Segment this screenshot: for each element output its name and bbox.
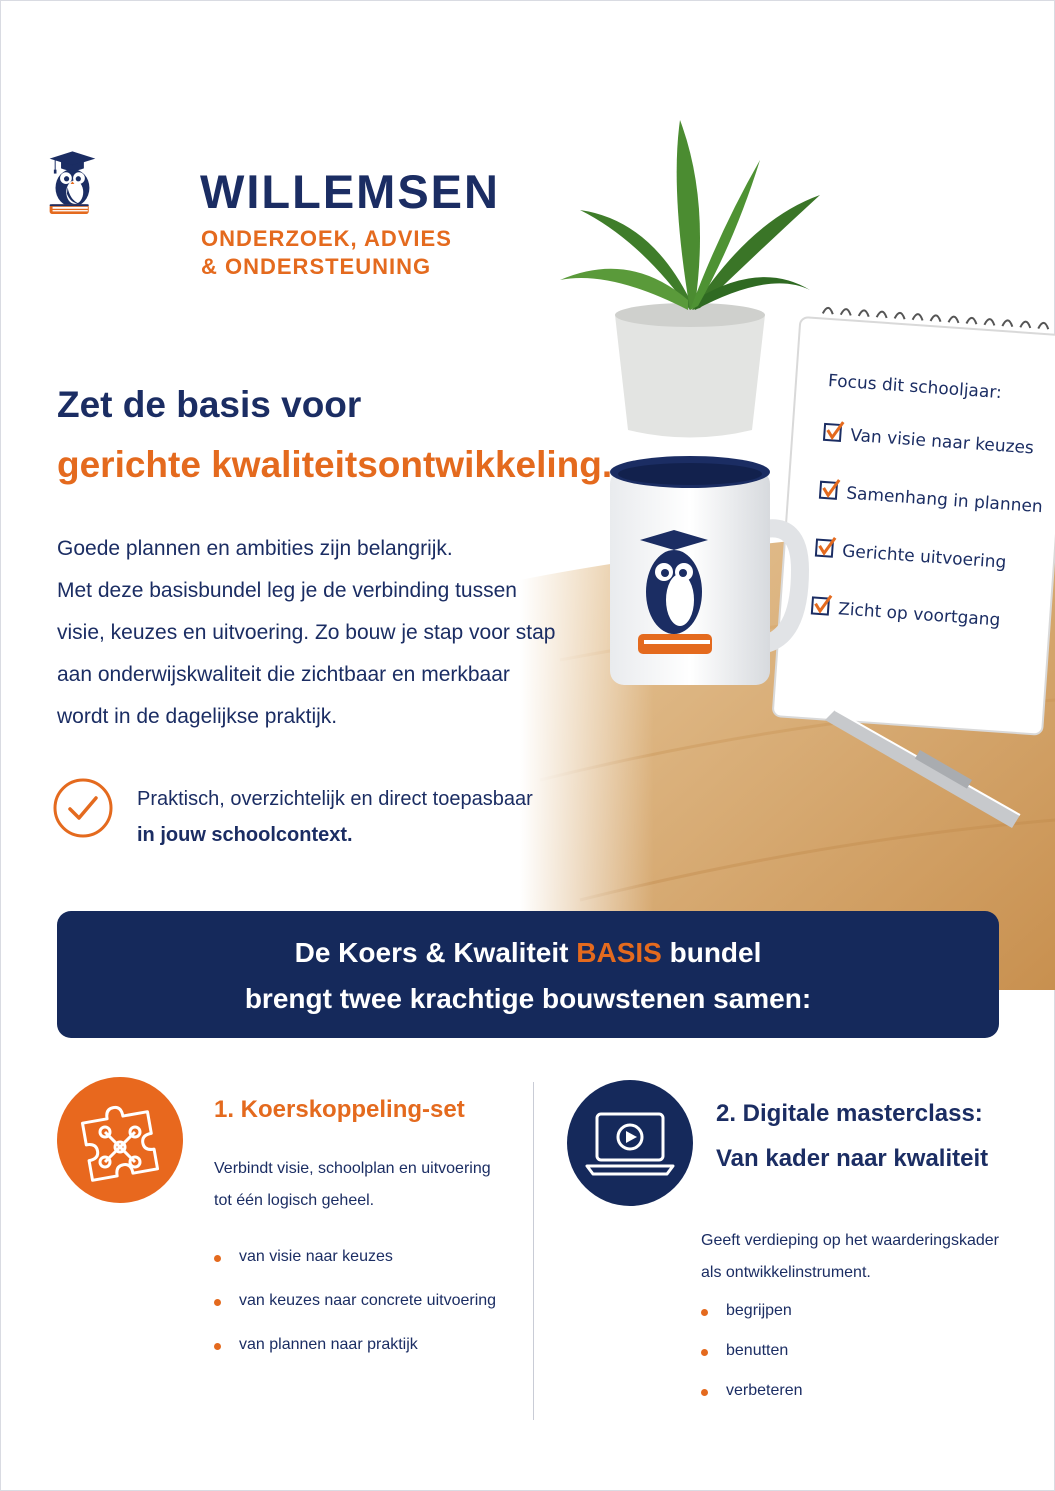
- notepad-item: Samenhang in plannen: [845, 483, 1044, 518]
- puzzle-icon-badge: [57, 1077, 183, 1203]
- intro-line: Met deze basisbundel leg je de verbinding tussen: [57, 579, 517, 602]
- intro-text: [57, 528, 557, 738]
- block1-bullets: [214, 1248, 496, 1380]
- notepad-item: Gerichte uitvoering: [841, 541, 1007, 573]
- highlight-line2: in jouw schoolcontext.: [137, 824, 353, 846]
- block2-title-line1: 2. Digitale masterclass:: [716, 1100, 983, 1127]
- banner-pre: De Koers & Kwaliteit: [294, 937, 569, 968]
- laptop-play-icon: [567, 1080, 693, 1206]
- intro-line: wordt in de dagelijkse praktijk.: [57, 705, 338, 728]
- list-item: benutten: [701, 1342, 803, 1382]
- list-item: van visie naar keuzes: [214, 1248, 496, 1292]
- desk-photo: [520, 100, 1055, 990]
- intro-line: Goede plannen en ambities zijn belangrijk.: [57, 537, 453, 560]
- list-item: verbeteren: [701, 1382, 803, 1422]
- notepad-item: Zicht op voortgang: [837, 599, 1001, 631]
- block2-description: [701, 1225, 999, 1289]
- intro-line: aan onderwijskwaliteit die zichtbaar en merkbaar: [57, 663, 510, 686]
- block1-desc-line: Verbindt visie, schoolplan en uitvoering: [214, 1160, 491, 1177]
- banner-post: bundel: [669, 937, 762, 968]
- notepad: [773, 306, 1055, 735]
- brand-tagline-1: ONDERZOEK, ADVIES: [201, 226, 452, 251]
- banner-line2: brengt twee krachtige bouwstenen samen:: [244, 983, 812, 1014]
- highlight-line1: Praktisch, overzichtelijk en direct toepasbaar: [137, 788, 533, 810]
- list-item: van plannen naar praktijk: [214, 1336, 496, 1380]
- intro-line: visie, keuzes en uitvoering. Zo bouw je stap voor stap: [57, 621, 556, 644]
- owl-logo-icon: [48, 84, 198, 284]
- headline-line1: Zet de basis voor: [57, 384, 362, 425]
- banner-line1: [57, 937, 999, 969]
- notepad-title: Focus dit schooljaar:: [827, 371, 1003, 404]
- headline-line2: gerichte kwaliteitsontwikkeling.: [57, 444, 613, 485]
- block1-desc-line: tot één logisch geheel.: [214, 1192, 375, 1209]
- check-circle-icon: [52, 777, 114, 839]
- brand-tagline-2: & ONDERSTEUNING: [201, 254, 432, 279]
- puzzle-icon: [57, 1077, 183, 1203]
- notepad-item: Van visie naar keuzes: [849, 425, 1035, 459]
- brand-name: WILLEMSEN: [200, 165, 500, 218]
- bundle-banner: [57, 911, 999, 1038]
- laptop-icon-badge: [567, 1080, 693, 1206]
- block2-bullets: [701, 1302, 803, 1422]
- block2-title-line2: Van kader naar kwaliteit: [716, 1145, 989, 1172]
- banner-accent: BASIS: [576, 937, 662, 968]
- block1-description: [214, 1153, 491, 1217]
- block2-desc-line: als ontwikkelinstrument.: [701, 1264, 871, 1281]
- block2-desc-line: Geeft verdieping op het waarderingskader: [701, 1232, 999, 1249]
- list-item: van keuzes naar concrete uitvoering: [214, 1292, 496, 1336]
- block1-title: 1. Koerskoppeling-set: [214, 1096, 465, 1123]
- column-divider: [533, 1082, 534, 1420]
- list-item: begrijpen: [701, 1302, 803, 1342]
